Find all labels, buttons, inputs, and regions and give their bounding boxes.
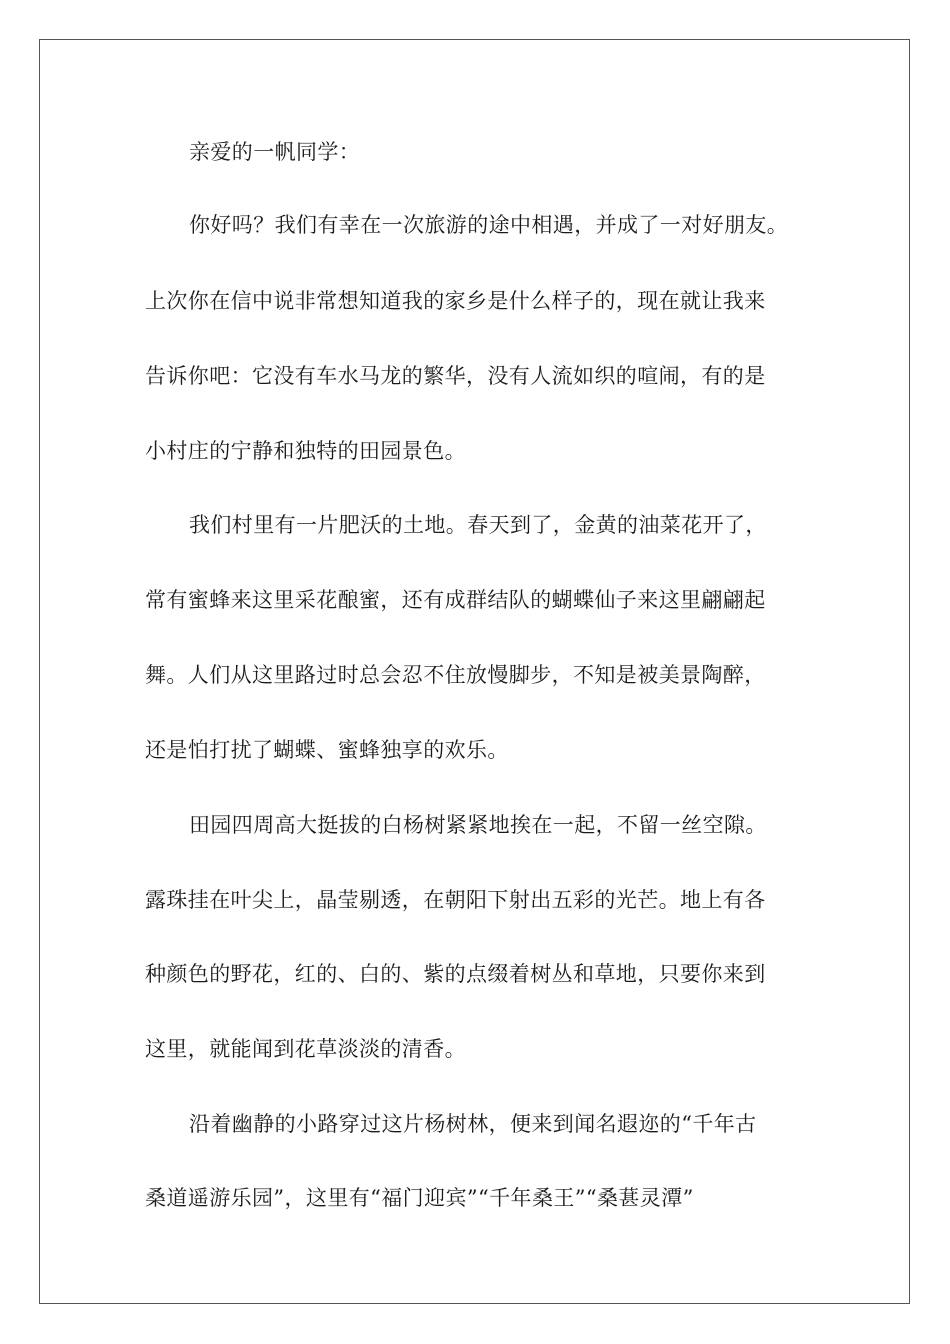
paragraph-3-line-2: 露珠挂在叶尖上，晶莹剔透，在朝阳下射出五彩的光芒。地上有各 (145, 888, 766, 912)
salutation: 亲爱的一帆同学： (189, 140, 361, 164)
paragraph-2-line-2: 常有蜜蜂来这里采花酿蜜，还有成群结队的蝴蝶仙子来这里翩翩起 (145, 588, 766, 612)
paragraph-1-line-4: 小村庄的宁静和独特的田园景色。 (145, 439, 466, 463)
paragraph-2-line-4: 还是怕打扰了蝴蝶、蜜蜂独享的欢乐。 (145, 738, 509, 762)
paragraph-1-line-1: 你好吗？我们有幸在一次旅游的途中相遇，并成了一对好朋友。 (189, 213, 789, 237)
paragraph-4-line-1: 沿着幽静的小路穿过这片杨树林，便来到闻名遐迩的“千年古 (189, 1112, 757, 1136)
paragraph-1-line-2: 上次你在信中说非常想知道我的家乡是什么样子的，现在就让我来 (145, 289, 766, 313)
paragraph-2-line-1: 我们村里有一片肥沃的土地。春天到了，金黄的油菜花开了， (189, 513, 767, 537)
paragraph-3-line-3: 种颜色的野花，红的、白的、紫的点缀着树丛和草地，只要你来到 (145, 962, 766, 986)
paragraph-1-line-3: 告诉你吧：它没有车水马龙的繁华，没有人流如织的喧闹，有的是 (145, 364, 766, 388)
paragraph-3-line-1: 田园四周高大挺拔的白杨树紧紧地挨在一起，不留一丝空隙。 (189, 813, 767, 837)
paragraph-2-line-3: 舞。人们从这里路过时总会忍不住放慢脚步，不知是被美景陶醉， (145, 663, 766, 687)
paragraph-4-line-2: 桑道遥游乐园”，这里有“福门迎宾”“千年桑王”“桑葚灵潭” (145, 1186, 694, 1210)
paragraph-3-line-4: 这里，就能闻到花草淡淡的清香。 (145, 1037, 466, 1061)
